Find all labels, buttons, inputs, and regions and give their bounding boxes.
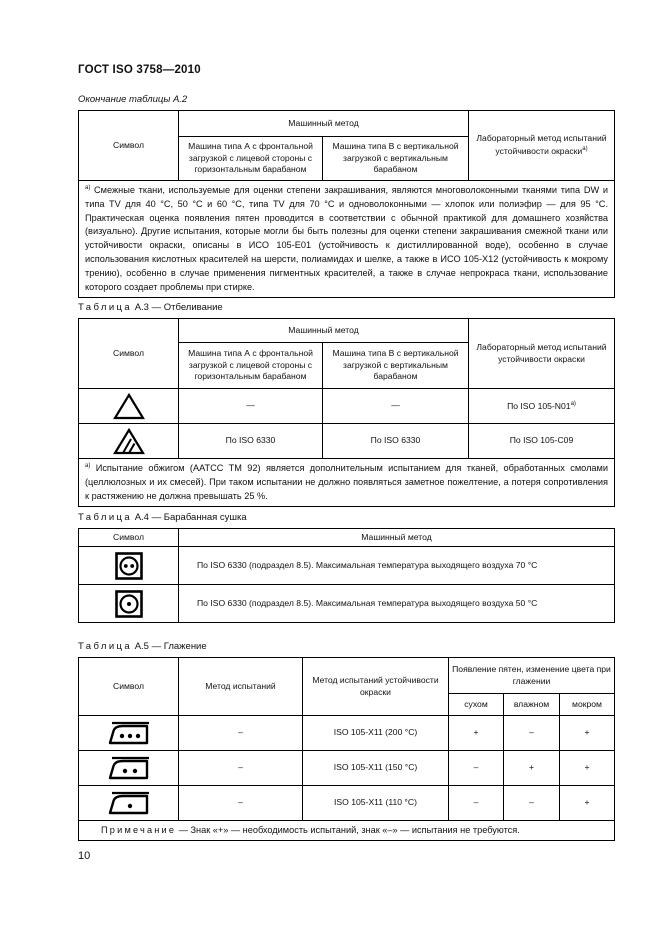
- table-row: [79, 716, 615, 751]
- table-row: [79, 751, 615, 786]
- table-row: [79, 424, 615, 459]
- table-a3-caption: [78, 302, 223, 313]
- col-wet-header: мокром: [560, 694, 615, 716]
- caption-rest: А.3 — Отбеливание: [132, 302, 223, 313]
- caption-label: Таблица: [78, 302, 133, 313]
- colorfast-cell: ISO 105-Х11 (150 °С): [303, 751, 449, 786]
- col-symbol-header: Символ: [79, 529, 179, 547]
- table-row: [79, 389, 615, 424]
- type-b-cell: —: [323, 389, 469, 424]
- colorfast-cell: ISO 105-Х11 (200 °С): [303, 716, 449, 751]
- table-a5-note: [79, 821, 615, 841]
- machine-cell: По ISO 6330 (подраздел 8.5). Максимальная температура выходящего воздуха 70 °С: [179, 547, 615, 585]
- caption-rest: А.5 — Глажение: [132, 641, 207, 652]
- dry-cell: –: [449, 751, 504, 786]
- col-dry-header: сухом: [449, 694, 504, 716]
- table-row: [79, 585, 615, 623]
- type-a-cell: По ISO 6330: [179, 424, 323, 459]
- tumble-dry-one-dot-icon: [79, 585, 179, 623]
- iron-one-dot-icon: [79, 786, 179, 821]
- non-chlorine-bleach-triangle-icon: [79, 424, 179, 459]
- col-lab-header: [469, 111, 615, 181]
- tumble-dry-two-dots-icon: [79, 547, 179, 585]
- damp-cell: –: [504, 716, 560, 751]
- wet-cell: +: [560, 751, 615, 786]
- col-type-a-header: Машина типа А с фронтальной загрузкой с лицевой стороны с горизонтальным барабаном: [179, 343, 323, 389]
- col-damp-header: влажном: [504, 694, 560, 716]
- iron-three-dots-icon: [79, 716, 179, 751]
- bleach-triangle-icon: [79, 389, 179, 424]
- method-cell: –: [179, 786, 303, 821]
- dry-cell: +: [449, 716, 504, 751]
- lab-cell: По ISO 105-С09: [469, 424, 615, 459]
- col-stains-header: Появление пятен, изменение цвета при глажении: [449, 658, 615, 694]
- table-a2-continuation-caption: Окончание таблицы А.2: [78, 94, 188, 105]
- wet-cell: +: [560, 786, 615, 821]
- col-lab-sup: а): [582, 146, 588, 153]
- col-machine-header: Машинный метод: [179, 319, 469, 343]
- footnote-mark: а): [85, 463, 91, 469]
- col-symbol-header: Символ: [79, 319, 179, 389]
- machine-cell: По ISO 6330 (подраздел 8.5). Максимальная температура выходящего воздуха 50 °С: [179, 585, 615, 623]
- table-a3-footnote: [79, 459, 615, 507]
- method-cell: –: [179, 716, 303, 751]
- caption-rest: А.4 — Барабанная сушка: [132, 512, 247, 523]
- damp-cell: –: [504, 786, 560, 821]
- col-type-b-header: Машина типа В с вертикальной загрузкой с вертикальным барабаном: [323, 137, 469, 181]
- note-text: — Знак «+» — необходимость испытаний, знак «–» — испытания не требуются.: [176, 825, 520, 836]
- table-a2-end: [78, 110, 615, 298]
- table-row: [79, 786, 615, 821]
- caption-label: Таблица: [78, 641, 133, 652]
- col-colorfast-header: Метод испытаний устойчивости окраски: [303, 658, 449, 716]
- caption-label: Таблица: [78, 512, 133, 523]
- col-method-header: Метод испытаний: [179, 658, 303, 716]
- dry-cell: –: [449, 786, 504, 821]
- lab-cell: [469, 389, 615, 424]
- colorfast-cell: ISO 105-Х11 (110 °С): [303, 786, 449, 821]
- col-type-a-header: Машина типа А с фронтальной загрузкой с лицевой стороны с горизонтальным барабаном: [179, 137, 323, 181]
- col-machine-header: Машинный метод: [179, 111, 469, 137]
- table-a4: [78, 528, 615, 623]
- col-type-b-header: Машина типа В с вертикальной загрузкой с вертикальным барабаном: [323, 343, 469, 389]
- col-symbol-header: Символ: [79, 111, 179, 181]
- col-lab-header: Лабораторный метод испытаний устойчивости окраски: [469, 319, 615, 389]
- type-a-cell: —: [179, 389, 323, 424]
- damp-cell: +: [504, 751, 560, 786]
- table-a5: [78, 657, 615, 841]
- table-a5-caption: [78, 641, 207, 652]
- footnote-text: Смежные ткани, используемые для оценки степени закрашивания, являются многоволоконными тканями типа DW и типа TV для 40 °С, 50 °С и 60 °С, типа TV для 70 °С и одноволоконными — хлопок или полиэфир — для 95 °С. Практическая оценка появления пятен проводится в соответствии с обычной практикой для домашнего хозяйства (визуально). Другие испытания, которые могли бы быть полезны для оценки степени закрашивания смежной ткани или устойчивости окраски, описаны в ИСО 105-Е01 (устойчивость к дистиллированной воде), особенно в случае использования кислотных красителей на шерсти, полиамидах и шелке, а также в ИСО 105-Х12 (устойчивость к мокрому трению), особенно в случае применения пигментных красителей, а также в случае непрокраса ткани, использование которого создает проблемы при стирке.: [85, 185, 608, 292]
- footnote-text: Испытание обжигом (AATCC TM 92) является дополнительным испытанием для тканей, обработанных смолами (целлюлозных и их смесей). При таком испытании не должно появляться заметное пожелтение, а потеря сопротивления к растяжению не должна превышать 25 %.: [85, 463, 608, 501]
- table-a2-footnote: [79, 181, 615, 298]
- page-number: 10: [78, 850, 91, 862]
- wet-cell: +: [560, 716, 615, 751]
- table-a3: [78, 318, 615, 507]
- lab-sup: а): [570, 400, 576, 407]
- document-header: ГОСТ ISO 3758—2010: [78, 64, 201, 76]
- note-label: Примечание: [101, 825, 177, 836]
- table-a4-caption: [78, 512, 247, 523]
- iron-two-dots-icon: [79, 751, 179, 786]
- type-b-cell: По ISO 6330: [323, 424, 469, 459]
- col-machine-header: Машинный метод: [179, 529, 615, 547]
- method-cell: –: [179, 751, 303, 786]
- table-row: [79, 547, 615, 585]
- footnote-mark: а): [85, 185, 91, 191]
- col-lab-label: Лабораторный метод испытаний устойчивости окраски: [476, 133, 607, 156]
- lab-value: По ISO 105-N01: [507, 400, 571, 411]
- col-symbol-header: Символ: [79, 658, 179, 716]
